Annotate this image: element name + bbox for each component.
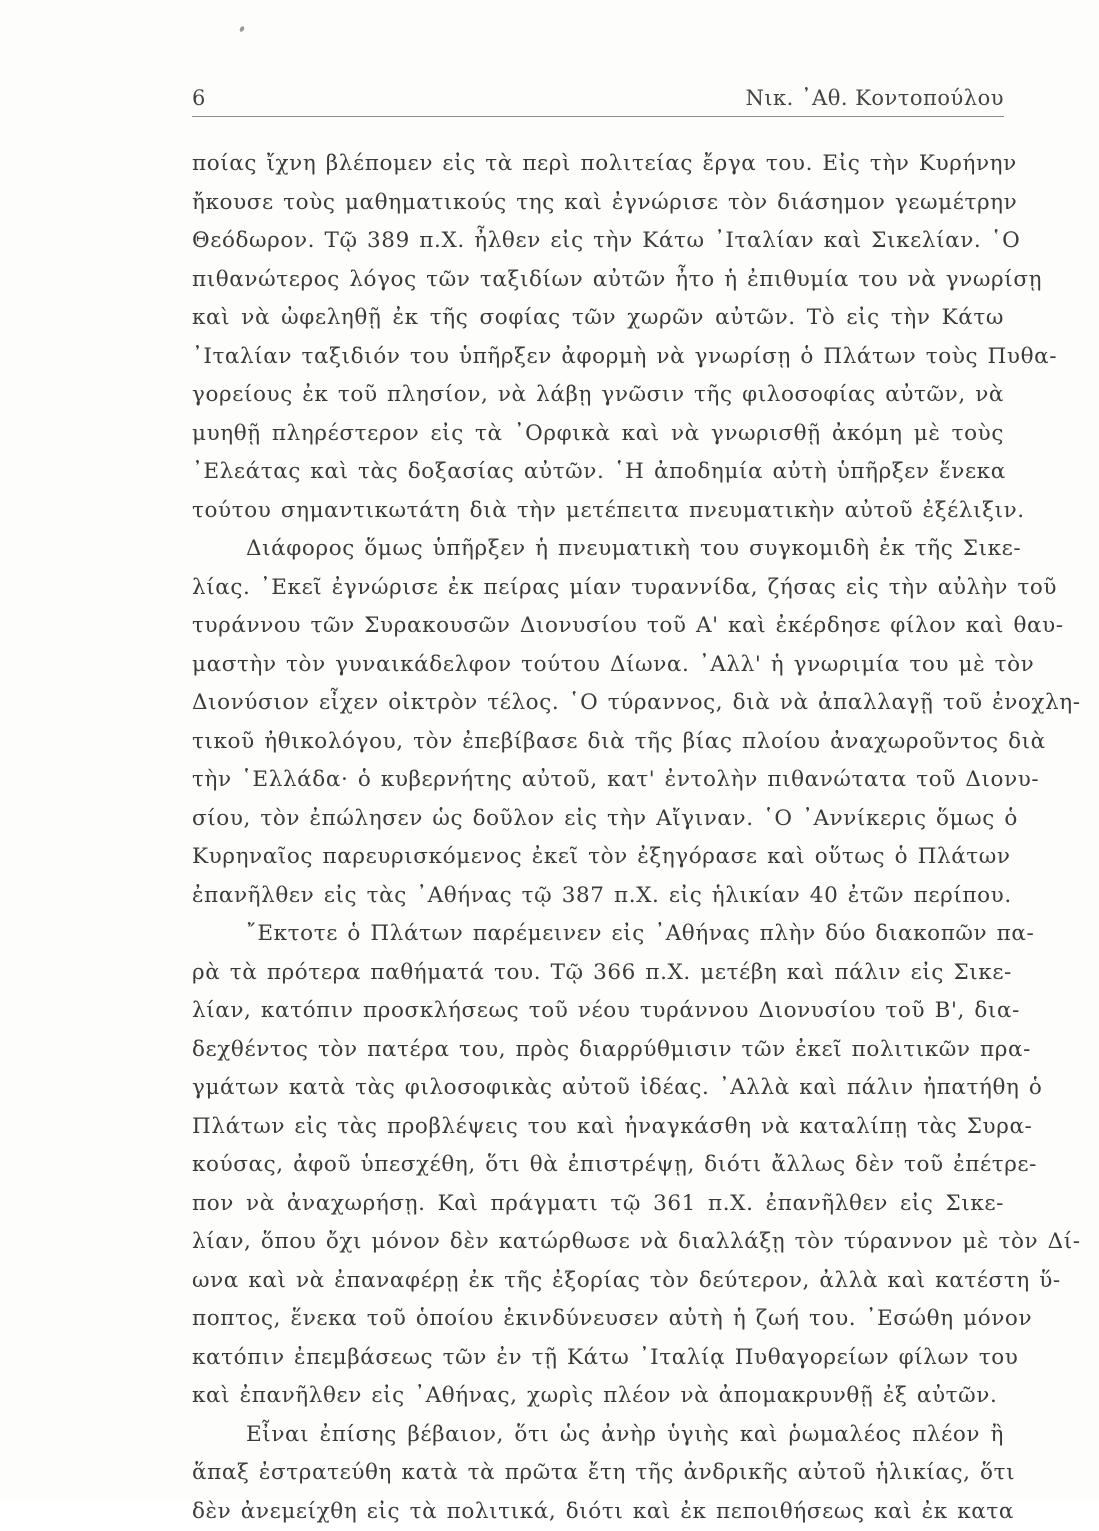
text-line: καὶ ἐπανῆλθεν εἰς ᾿Αθήνας, χωρὶς πλέον νὰ ἀπομακρυνθῇ ἐξ αὐτῶν.	[192, 1377, 1004, 1416]
text-line: πον νὰ ἀναχωρήσῃ. Καὶ πράγματι τῷ 361 π.Χ. ἐπανῆλθεν εἰς Σικε-	[192, 1185, 1004, 1224]
body-text	[192, 145, 1004, 1531]
text-line: ἐπανῆλθεν εἰς τὰς ᾿Αθήνας τῷ 387 π.Χ. εἰς ἡλικίαν 40 ἐτῶν περίπου.	[192, 877, 1004, 916]
text-line: τούτου σημαντικωτάτη διὰ τὴν μετέπειτα πνευματικὴν αὐτοῦ ἐξέλιξιν.	[192, 492, 1004, 531]
text-line: λίας. ᾿Εκεῖ ἐγνώρισε ἐκ πείρας μίαν τυραννίδα, ζήσας εἰς τὴν αὐλὴν τοῦ	[192, 569, 1004, 608]
text-line: ποίας ἴχνη βλέπομεν εἰς τὰ περὶ πολιτείας ἔργα του. Εἰς τὴν Κυρήνην	[192, 145, 1004, 184]
text-line: ἅπαξ ἐστρατεύθη κατὰ τὰ πρῶτα ἔτη τῆς ἀνδρικῆς αὐτοῦ ἡλικίας, ὅτι	[192, 1454, 1004, 1493]
text-line: Εἶναι ἐπίσης βέβαιον, ὅτι ὡς ἀνὴρ ὑγιὴς καὶ ῥωμαλέος πλέον ἢ	[192, 1416, 1004, 1455]
ink-speck	[239, 25, 245, 32]
text-line: ᾿Ελεάτας καὶ τὰς δοξασίας αὐτῶν. ῾Η ἀποδημία αὐτὴ ὑπῆρξεν ἕνεκα	[192, 453, 1004, 492]
text-line: λίαν, κατόπιν προσκλήσεως τοῦ νέου τυράννου Διονυσίου τοῦ Β', δια-	[192, 992, 1004, 1031]
page-number: 6	[192, 86, 205, 110]
text-line: καὶ νὰ ὠφεληθῇ ἐκ τῆς σοφίας τῶν χωρῶν αὐτῶν. Τὸ εἰς τὴν Κάτω	[192, 299, 1004, 338]
running-head: Νικ. ᾿Αθ. Κοντοπούλου	[745, 86, 1004, 110]
text-line: πιθανώτερος λόγος τῶν ταξιδίων αὐτῶν ἦτο ἡ ἐπιθυμία του νὰ γνωρίσῃ	[192, 261, 1004, 300]
text-line: δεχθέντος τὸν πατέρα του, πρὸς διαρρύθμισιν τῶν ἐκεῖ πολιτικῶν πρα-	[192, 1031, 1004, 1070]
text-line: Πλάτων εἰς τὰς προβλέψεις του καὶ ἠναγκάσθη νὰ καταλίπῃ τὰς Συρα-	[192, 1108, 1004, 1147]
text-line: τὴν ῾Ελλάδα· ὁ κυβερνήτης αὐτοῦ, κατ' ἐντολὴν πιθανώτατα τοῦ Διονυ-	[192, 761, 1004, 800]
text-line: μαστὴν τὸν γυναικάδελφον τούτου Δίωνα. ᾿Αλλ' ἡ γνωριμία του μὲ τὸν	[192, 646, 1004, 685]
text-line: κατόπιν ἐπεμβάσεως τῶν ἐν τῇ Κάτω ᾿Ιταλίᾳ Πυθαγορείων φίλων του	[192, 1339, 1004, 1378]
text-line: Κυρηναῖος παρευρισκόμενος ἐκεῖ τὸν ἐξηγόρασε καὶ οὕτως ὁ Πλάτων	[192, 838, 1004, 877]
text-line: ἤκουσε τοὺς μαθηματικούς της καὶ ἐγνώρισε τὸν διάσημον γεωμέτρην	[192, 184, 1004, 223]
text-line: ῎Εκτοτε ὁ Πλάτων παρέμεινεν εἰς ᾿Αθήνας πλὴν δύο διακοπῶν πα-	[192, 915, 1004, 954]
text-line: λίαν, ὅπου ὄχι μόνον δὲν κατώρθωσε νὰ διαλλάξῃ τὸν τύραννον μὲ τὸν Δί-	[192, 1223, 1004, 1262]
text-line: ποπτος, ἕνεκα τοῦ ὁποίου ἐκινδύνευσεν αὐτὴ ἡ ζωή του. ᾿Εσώθη μόνον	[192, 1300, 1004, 1339]
text-line: κούσας, ἀφοῦ ὑπεσχέθη, ὅτι θὰ ἐπιστρέψῃ, διότι ἄλλως δὲν τοῦ ἐπέτρε-	[192, 1146, 1004, 1185]
text-line: δὲν ἀνεμείχθη εἰς τὰ πολιτικά, διότι καὶ ἐκ πεποιθήσεως καὶ ἐκ κατα	[192, 1493, 1004, 1531]
text-line: σίου, τὸν ἐπώλησεν ὡς δοῦλον εἰς τὴν Αἴγιναν. ῾Ο ᾿Αννίκερις ὅμως ὁ	[192, 800, 1004, 839]
text-line: ωνα καὶ νὰ ἐπαναφέρῃ ἐκ τῆς ἐξορίας τὸν δεύτερον, ἀλλὰ καὶ κατέστη ὕ-	[192, 1262, 1004, 1301]
text-line: ρὰ τὰ πρότερα παθήματά του. Τῷ 366 π.Χ. μετέβη καὶ πάλιν εἰς Σικε-	[192, 954, 1004, 993]
text-line: τυράννου τῶν Συρακουσῶν Διονυσίου τοῦ Α' καὶ ἐκέρδησε φίλον καὶ θαυ-	[192, 607, 1004, 646]
text-line: μυηθῇ πληρέστερον εἰς τὰ ᾿Ορφικὰ καὶ νὰ γνωρισθῇ ἀκόμη μὲ τοὺς	[192, 415, 1004, 454]
text-line: γμάτων κατὰ τὰς φιλοσοφικὰς αὐτοῦ ἰδέας. ᾿Αλλὰ καὶ πάλιν ἠπατήθη ὁ	[192, 1069, 1004, 1108]
page-header	[192, 82, 1004, 117]
text-line: τικοῦ ἠθικολόγου, τὸν ἐπεβίβασε διὰ τῆς βίας πλοίου ἀναχωροῦντος διὰ	[192, 723, 1004, 762]
text-line: ᾿Ιταλίαν ταξιδιόν του ὑπῆρξεν ἀφορμὴ νὰ γνωρίσῃ ὁ Πλάτων τοὺς Πυθα-	[192, 338, 1004, 377]
text-line: Θεόδωρον. Τῷ 389 π.Χ. ἦλθεν εἰς τὴν Κάτω ᾿Ιταλίαν καὶ Σικελίαν. ῾Ο	[192, 222, 1004, 261]
text-line: Διονύσιον εἶχεν οἰκτρὸν τέλος. ῾Ο τύραννος, διὰ νὰ ἀπαλλαγῇ τοῦ ἐνοχλη-	[192, 684, 1004, 723]
text-line: Διάφορος ὅμως ὑπῆρξεν ἡ πνευματικὴ του συγκομιδὴ ἐκ τῆς Σικε-	[192, 530, 1004, 569]
text-line: γορείους ἐκ τοῦ πλησίον, νὰ λάβῃ γνῶσιν τῆς φιλοσοφίας αὐτῶν, νὰ	[192, 376, 1004, 415]
